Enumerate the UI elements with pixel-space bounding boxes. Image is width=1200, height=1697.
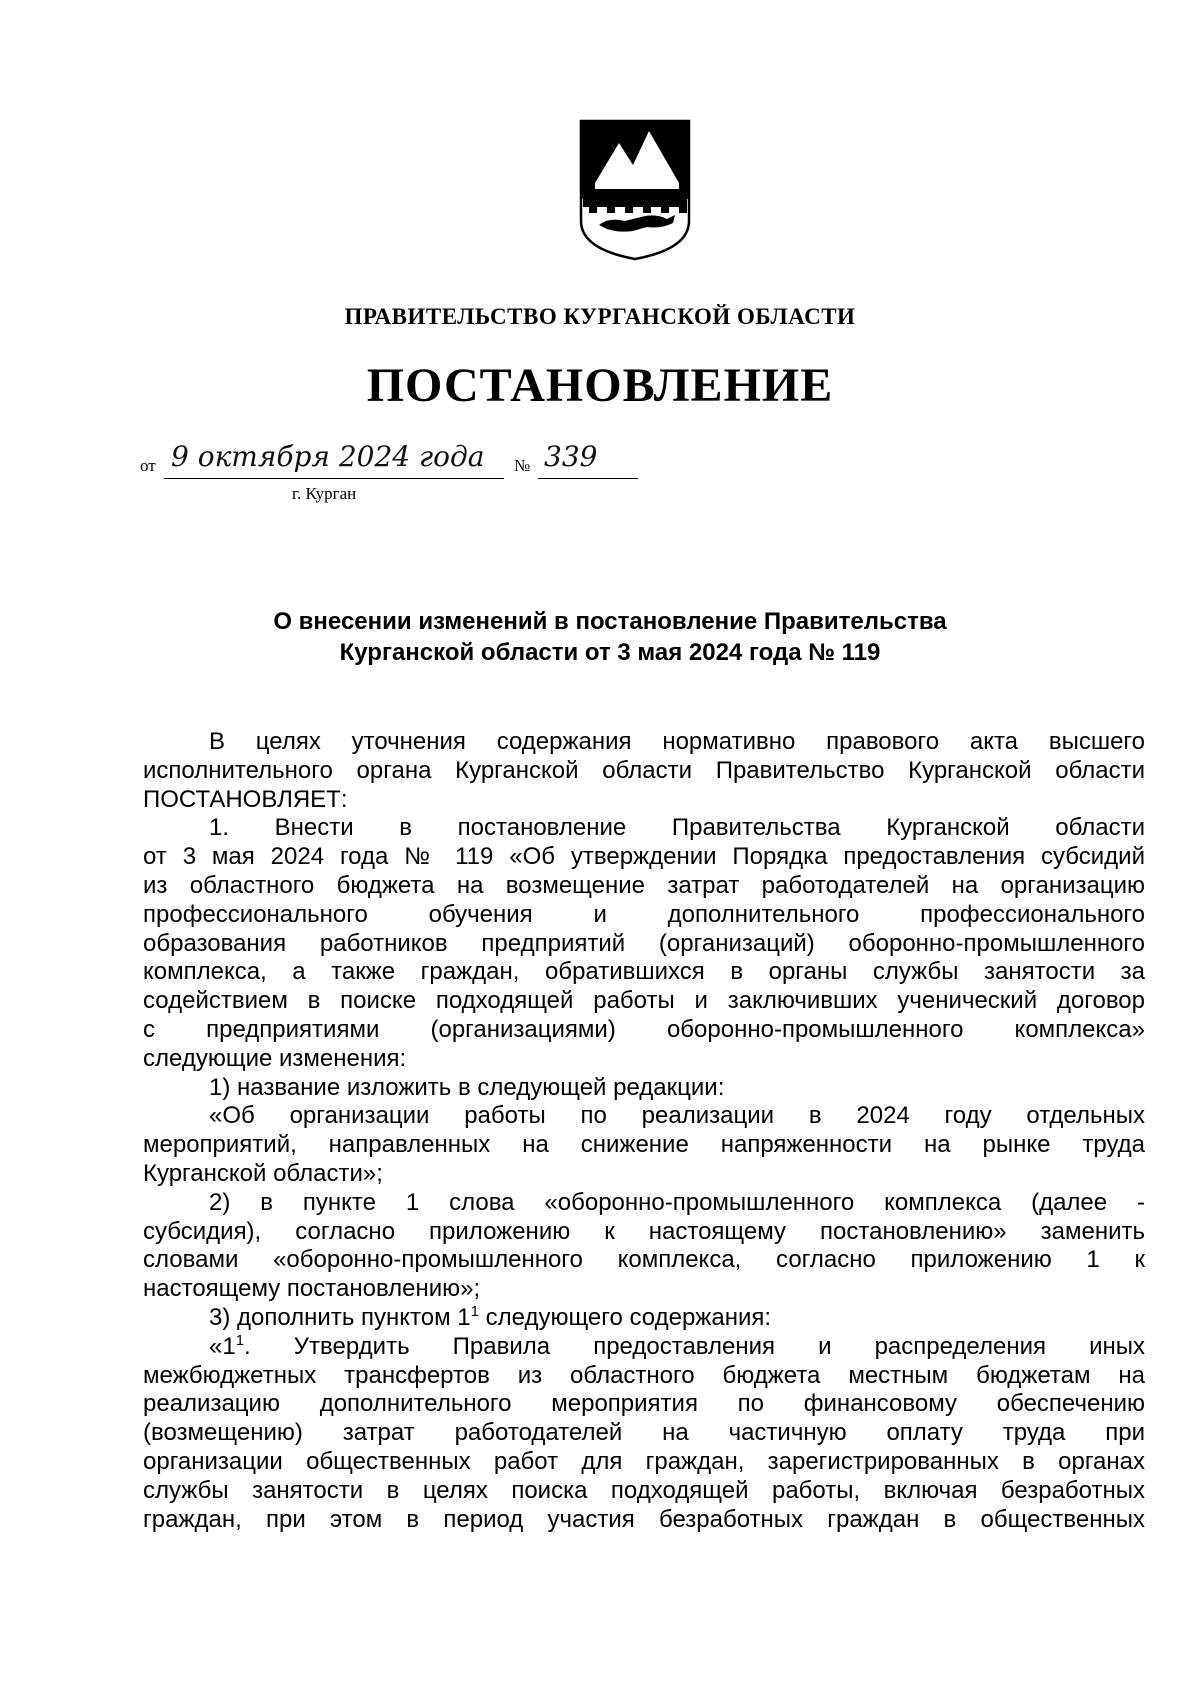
body-line: 2) в пункте 1 слова «оборонно-промышленного комплекса (далее -: [209, 1188, 1145, 1216]
body-line: реализацию дополнительного мероприятия по финансовому обеспечению: [143, 1390, 1145, 1418]
document-body: [143, 728, 1145, 1534]
body-line: службы занятости в целях поиска подходящей работы, включая безработных: [143, 1476, 1145, 1504]
city: г. Курган: [292, 484, 357, 503]
body-line: 1. Внести в постановление Правительства Курганской области: [209, 814, 1145, 842]
body-line: граждан, при этом в период участия безработных граждан в общественных: [143, 1505, 1145, 1533]
number-prefix: №: [514, 456, 531, 475]
body-line: ПОСТАНОВЛЯЕТ:: [143, 785, 348, 813]
body-line: с предприятиями (организациями) оборонно-промышленного комплекса»: [143, 1015, 1145, 1043]
body-line: [143, 1333, 1145, 1362]
body-line: исполнительного органа Курганской области Правительство Курганской области: [143, 756, 1145, 784]
coat-of-arms-icon: [575, 117, 695, 263]
title-line: О внесении изменений в постановление Правительства: [273, 608, 947, 635]
body-line: [143, 1304, 1145, 1333]
body-line: профессионального обучения и дополнительного профессионального: [143, 900, 1145, 928]
body-line: 1) название изложить в следующей редакции:: [209, 1073, 725, 1101]
body-line: организации общественных работ для граждан, зарегистрированных в органах: [143, 1447, 1145, 1475]
body-text: «1: [209, 1332, 236, 1360]
body-line: словами «оборонно-промышленного комплекса, согласно приложению 1 к: [143, 1246, 1145, 1274]
body-line: образования работников предприятий (организаций) оборонно-промышленного: [143, 929, 1145, 957]
body-line: (возмещению) затрат работодателей на частичную оплату труда при: [143, 1419, 1145, 1447]
body-line: комплекса, а также граждан, обратившихся в органы службы занятости за: [143, 958, 1145, 986]
body-line: содействием в поиске подходящей работы и заключивших ученический договор: [143, 987, 1145, 1015]
handwritten-date: 9 октября 2024 года: [171, 440, 485, 473]
document-type: ПОСТАНОВЛЕНИЕ: [366, 359, 834, 412]
body-line: настоящему постановлению»;: [143, 1275, 481, 1303]
body-line: из областного бюджета на возмещение затрат работодателей на организацию: [143, 871, 1145, 899]
body-line: мероприятий, направленных на снижение напряженности на рынке труда: [143, 1131, 1145, 1159]
date-prefix: от: [140, 456, 156, 475]
date-line: [140, 440, 740, 510]
government-header: ПРАВИТЕЛЬСТВО КУРГАНСКОЙ ОБЛАСТИ: [344, 304, 856, 329]
body-line: В целях уточнения содержания нормативно правового акта высшего: [209, 728, 1145, 755]
body-line: «Об организации работы по реализации в 2024 году отдельных: [209, 1102, 1145, 1130]
document-title: [135, 606, 1085, 668]
body-text: следующего содержания:: [478, 1303, 772, 1331]
title-line: Курганской области от 3 мая 2024 года № 119: [339, 639, 881, 666]
superscript: 1: [470, 1302, 479, 1320]
date-underline: [164, 478, 504, 479]
body-line: субсидия), согласно приложению к настоящему постановлению» заменить: [143, 1217, 1145, 1245]
body-line: следующие изменения:: [143, 1044, 407, 1072]
number-underline: [538, 478, 638, 479]
body-text: . Утвердить Правила предоставления и распределения иных: [244, 1332, 1145, 1360]
body-line: от 3 мая 2024 года № 119 «Об утверждении Порядка предоставления субсидий: [143, 843, 1145, 871]
handwritten-number: 339: [544, 440, 598, 473]
superscript: 1: [235, 1331, 245, 1349]
body-line: межбюджетных трансфертов из областного бюджета местным бюджетам на: [143, 1361, 1145, 1389]
body-line: Курганской области»;: [143, 1159, 383, 1187]
body-text: 3) дополнить пунктом 1: [209, 1303, 471, 1331]
